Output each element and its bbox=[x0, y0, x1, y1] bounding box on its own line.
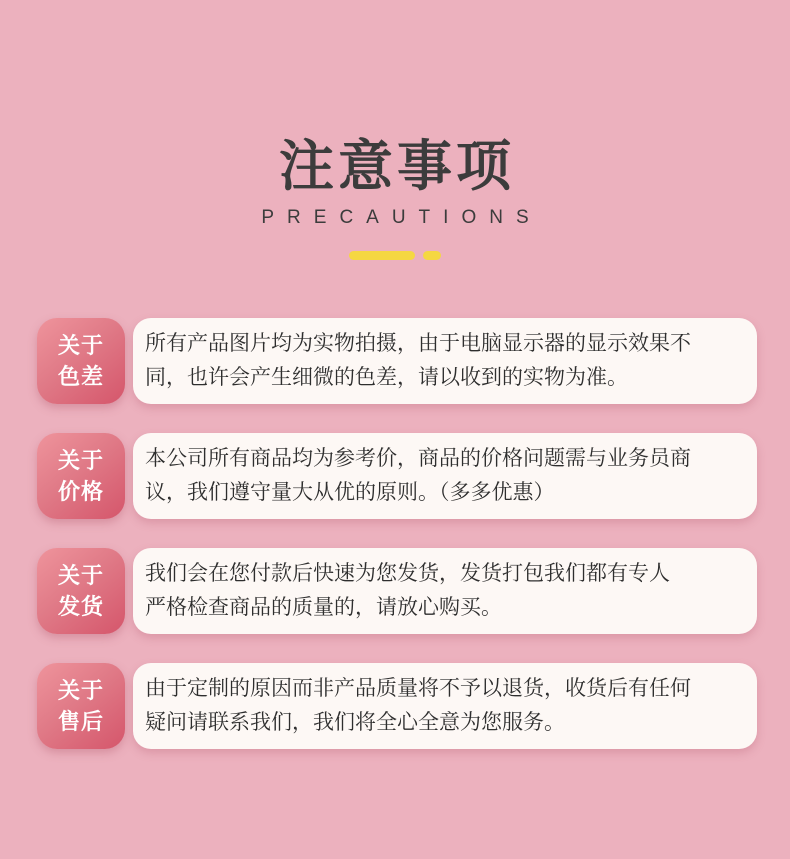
divider bbox=[0, 251, 790, 260]
card-text-line: 疑问请联系我们，我们将全心全意为您服务。 bbox=[145, 711, 565, 734]
card-body bbox=[133, 548, 757, 634]
card-badge bbox=[37, 663, 125, 749]
card-text-line: 所有产品图片均为实物拍摄，由于电脑显示器的显示效果不 bbox=[145, 332, 691, 355]
badge-label-line: 关于 bbox=[57, 333, 104, 358]
card-body bbox=[133, 663, 757, 749]
card-badge bbox=[37, 433, 125, 519]
precaution-cards bbox=[37, 318, 757, 778]
badge-label-line: 色差 bbox=[57, 364, 104, 389]
divider-bar-short bbox=[423, 251, 441, 260]
badge-label-line: 关于 bbox=[57, 448, 104, 473]
divider-bar-long bbox=[349, 251, 415, 260]
precaution-card-shipping bbox=[37, 548, 757, 634]
card-text-line: 同，也许会产生细微的色差，请以收到的实物为准。 bbox=[145, 366, 628, 389]
badge-label-line: 关于 bbox=[57, 678, 104, 703]
card-body bbox=[133, 433, 757, 519]
card-badge bbox=[37, 318, 125, 404]
badge-label-line: 价格 bbox=[57, 479, 104, 504]
badge-label-line: 关于 bbox=[57, 563, 104, 588]
precaution-card-color-difference bbox=[37, 318, 757, 404]
badge-label-line: 售后 bbox=[57, 709, 104, 734]
card-text-line: 本公司所有商品均为参考价，商品的价格问题需与业务员商 bbox=[145, 447, 691, 470]
card-text-line: 由于定制的原因而非产品质量将不予以退货，收货后有任何 bbox=[145, 677, 691, 700]
header bbox=[0, 0, 790, 260]
precaution-card-price bbox=[37, 433, 757, 519]
precaution-card-after-sale bbox=[37, 663, 757, 749]
badge-label-line: 发货 bbox=[57, 594, 104, 619]
card-badge bbox=[37, 548, 125, 634]
card-text-line: 严格检查商品的质量的，请放心购买。 bbox=[145, 596, 502, 619]
card-text-line: 议，我们遵守量大从优的原则。（多多优惠） bbox=[145, 481, 555, 504]
page-subtitle: PRECAUTIONS bbox=[261, 207, 542, 228]
page-title: 注意事项 bbox=[278, 135, 515, 197]
card-text-line: 我们会在您付款后快速为您发货，发货打包我们都有专人 bbox=[145, 562, 670, 585]
card-body bbox=[133, 318, 757, 404]
